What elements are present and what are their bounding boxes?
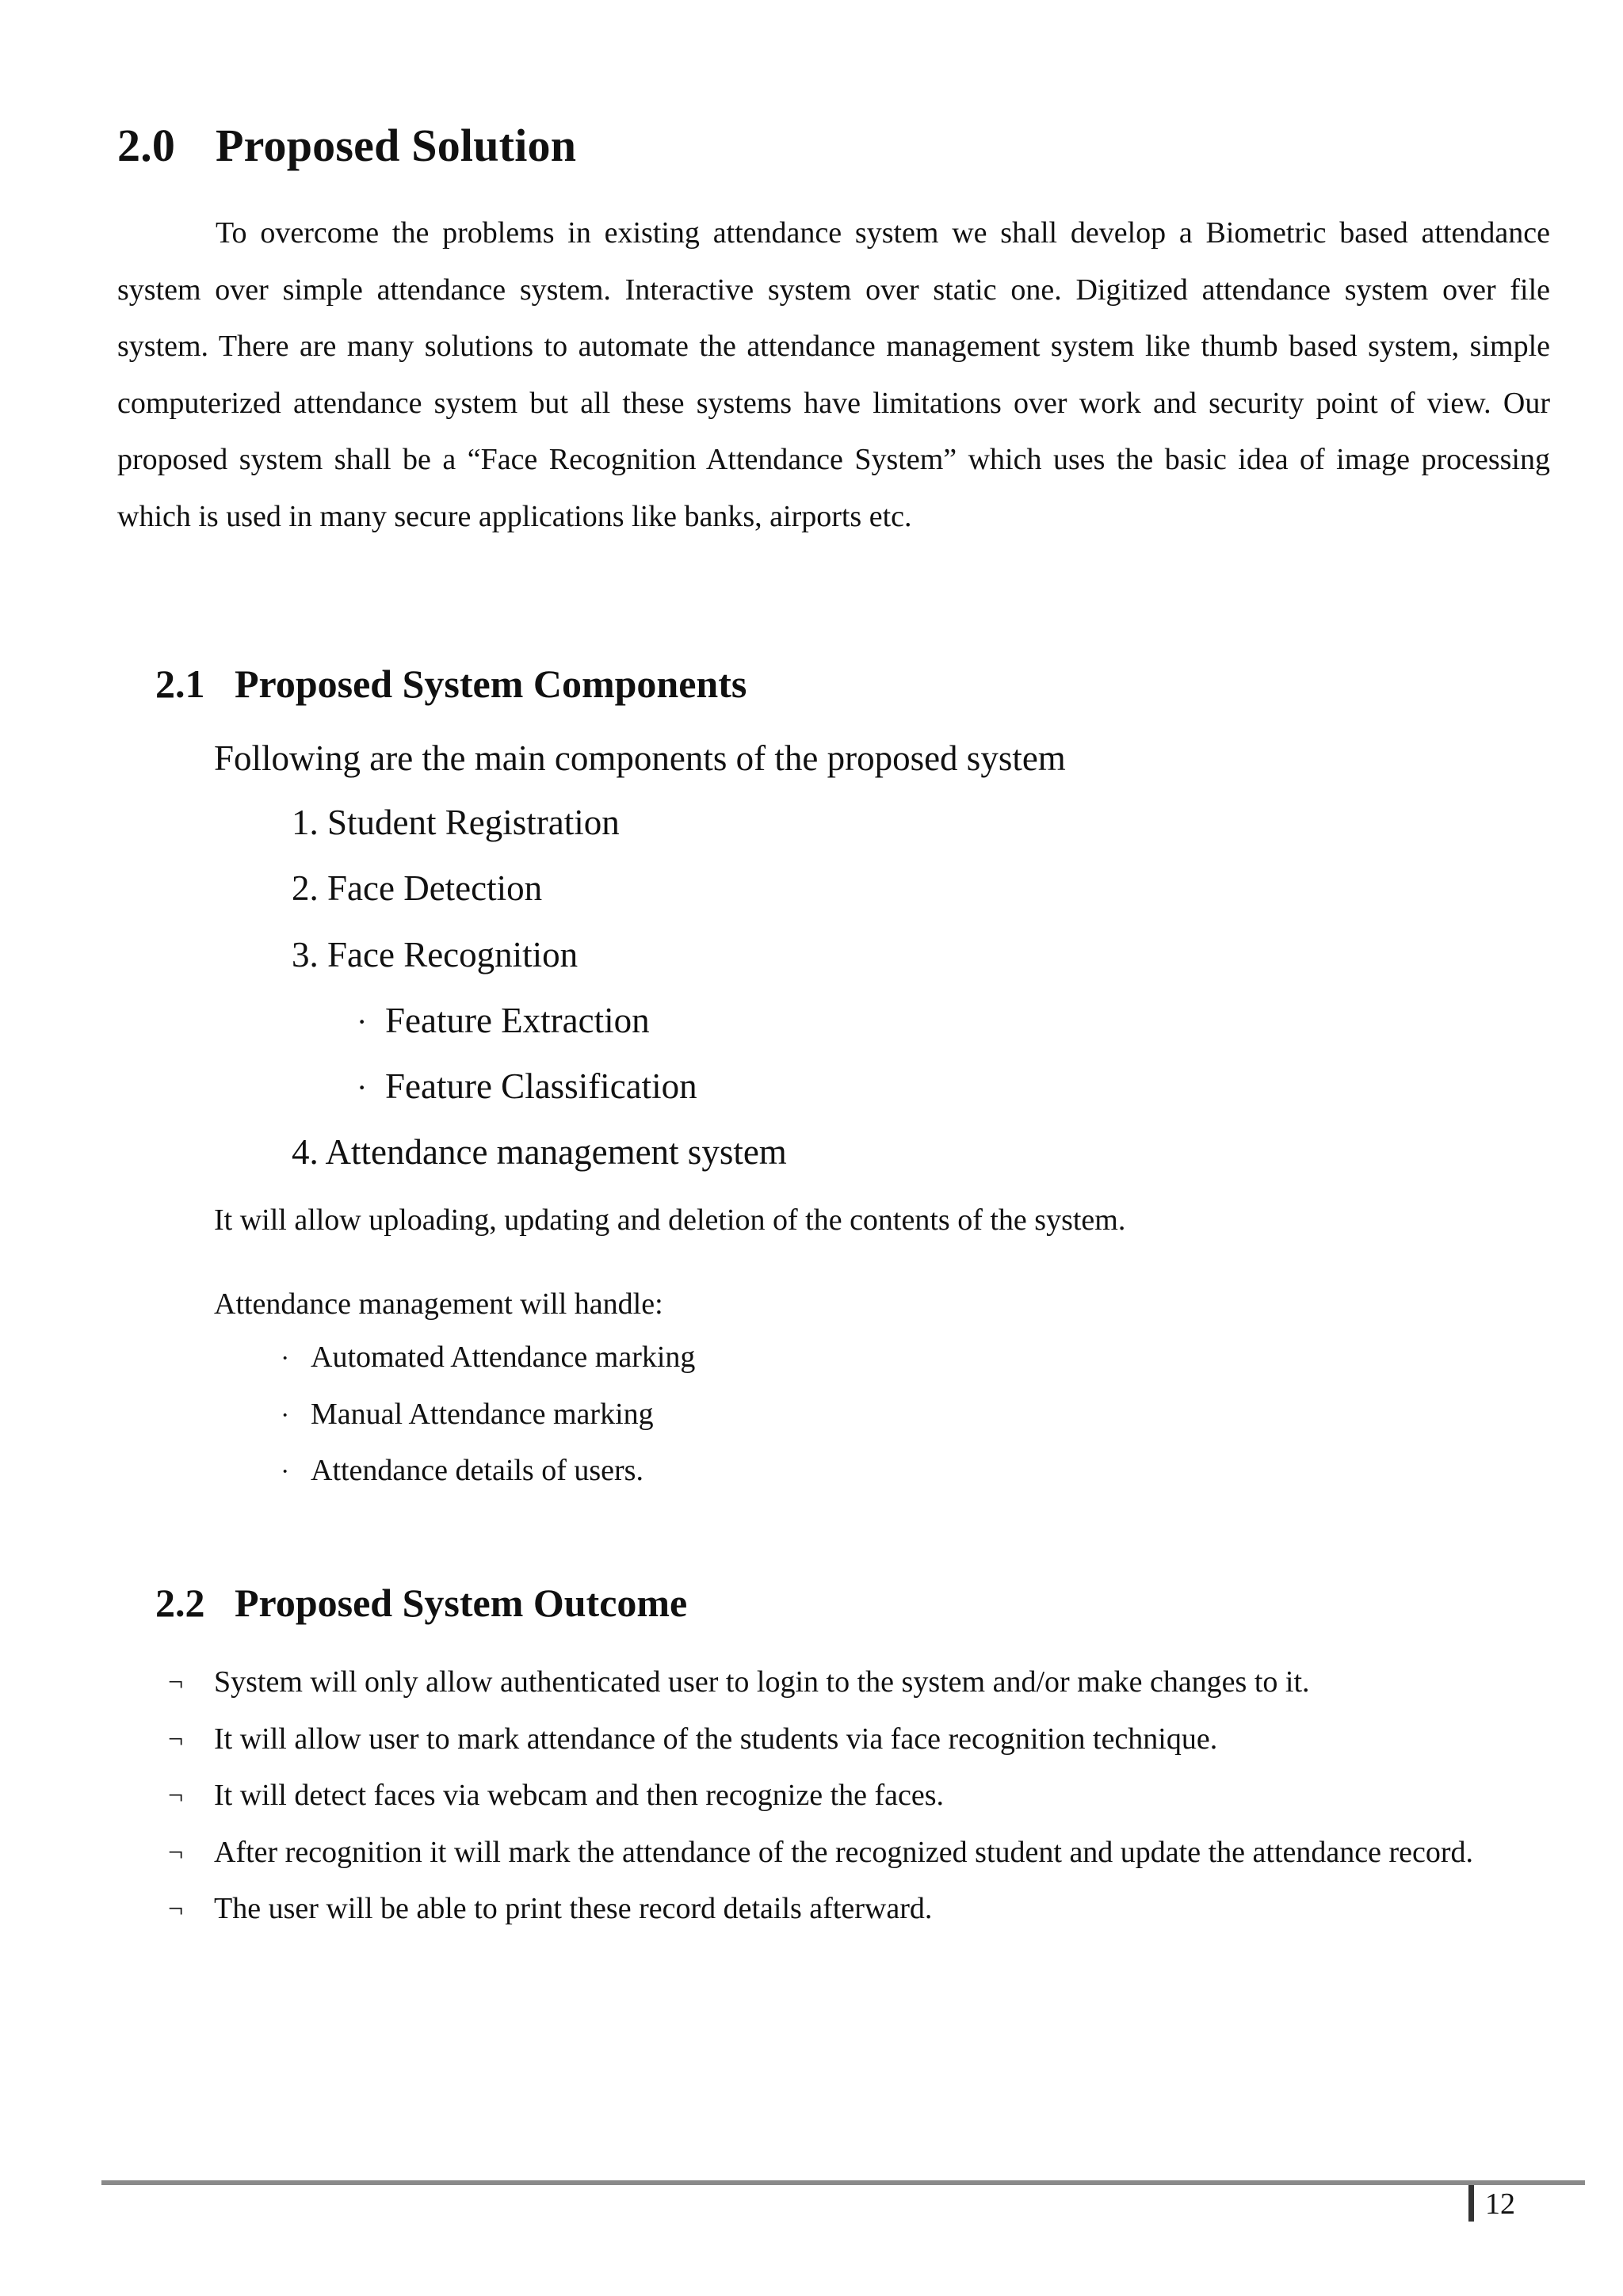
- components-list: [292, 800, 787, 1196]
- not-sign-icon: ¬: [168, 1781, 184, 1810]
- list-item: ¬ After recognition it will mark the attendance of the recognized student and update the attendance record.: [168, 1825, 1550, 1882]
- outcome-list: [168, 1654, 1550, 1938]
- list-item: · Automated Attendance marking: [281, 1339, 695, 1396]
- list-item: 4. Attendance management system: [292, 1132, 787, 1173]
- outcome-title: Proposed System Outcome: [235, 1581, 688, 1625]
- not-sign-icon: ¬: [168, 1668, 184, 1697]
- section-title: Proposed Solution: [216, 120, 577, 171]
- list-item: · Feature Classification: [292, 1064, 787, 1130]
- page-number-bar: [1468, 2185, 1474, 2222]
- list-item: 2. Face Detection: [292, 868, 543, 909]
- section-paragraph: [117, 205, 1550, 545]
- list-item: ¬ System will only allow authenticated user to login to the system and/or make changes to it.: [168, 1654, 1550, 1711]
- list-item: · Feature Extraction: [292, 998, 787, 1064]
- page-number: 12: [1485, 2187, 1515, 2221]
- components-heading: [155, 661, 747, 707]
- list-item: ¬ It will detect faces via webcam and then recognize the faces.: [168, 1768, 1550, 1825]
- outcome-heading: [155, 1580, 687, 1626]
- not-sign-icon: ¬: [168, 1894, 184, 1924]
- components-note: It will allow uploading, updating and deletion of the contents of the system.: [214, 1203, 1126, 1237]
- components-intro: Following are the main components of the proposed system: [214, 738, 1066, 778]
- section-heading: [117, 119, 576, 172]
- list-item: 1. Student Registration: [292, 803, 620, 842]
- bullet-icon: ·: [357, 1070, 368, 1106]
- components-number: 2.1: [155, 662, 205, 706]
- bullet-icon: ·: [281, 1400, 290, 1430]
- attendance-list: [281, 1339, 695, 1509]
- attendance-intro: Attendance management will handle:: [214, 1287, 663, 1321]
- bullet-icon: ·: [281, 1457, 290, 1486]
- list-item: ¬ The user will be able to print these record details afterward.: [168, 1881, 1550, 1938]
- not-sign-icon: ¬: [168, 1837, 184, 1867]
- list-item: 3. Face Recognition: [292, 934, 579, 974]
- list-item: · Attendance details of users.: [281, 1452, 695, 1509]
- outcome-number: 2.2: [155, 1581, 205, 1625]
- footer-divider: [101, 2180, 1585, 2185]
- not-sign-icon: ¬: [168, 1724, 184, 1754]
- bullet-icon: ·: [357, 1003, 368, 1039]
- section-number: 2.0: [117, 120, 176, 171]
- paragraph-text: To overcome the problems in existing attendance system we shall develop a Biometric based attendance system over simple attendance system. Interactive system over static one. Digitized attendance system over file system. There are many solutions to automate the attendance management system like thumb based system, simple computerized attendance system but all these systems have limitations over work and security point of view. Our proposed system shall be a “Face Recognition Attendance System” which uses the basic idea of image processing which is used in many secure applications like banks, airports etc.: [117, 216, 1550, 533]
- components-title: Proposed System Components: [235, 662, 747, 706]
- bullet-icon: ·: [281, 1344, 290, 1373]
- list-item: ¬ It will allow user to mark attendance of the students via face recognition technique.: [168, 1711, 1550, 1768]
- list-item: · Manual Attendance marking: [281, 1396, 695, 1453]
